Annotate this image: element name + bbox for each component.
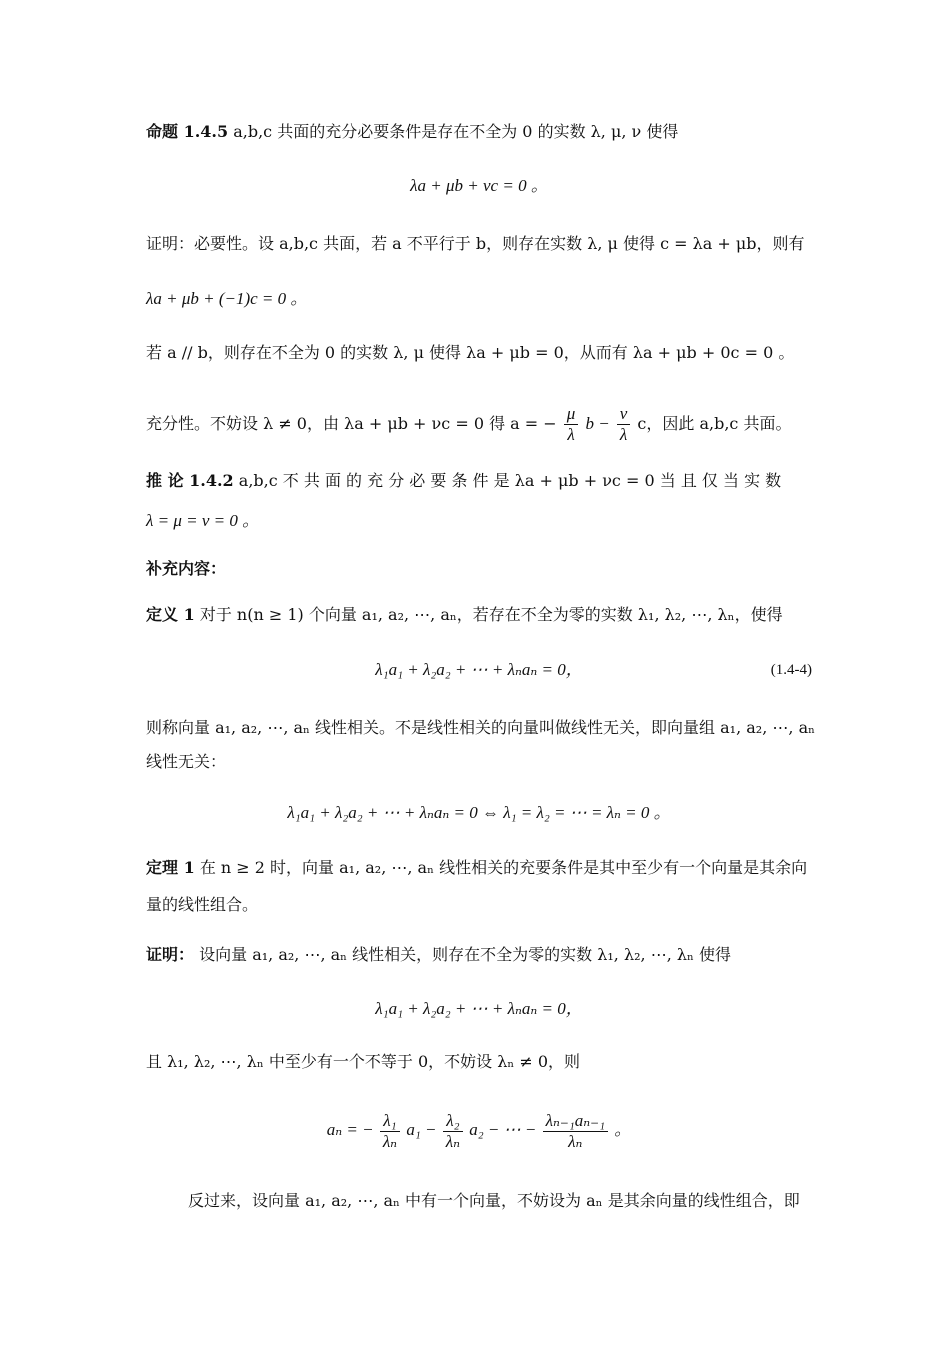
solution-pre: aₙ = −: [326, 1120, 374, 1139]
theorem-proof-solution-equation: [146, 1108, 812, 1152]
solution-term-1: a₁ −: [406, 1120, 437, 1139]
proposition-equation: λa + μb + νc = 0 。: [410, 176, 548, 195]
fraction-mu-lambda: [564, 404, 579, 445]
fraction-denominator: λ: [567, 425, 575, 444]
fraction-lambda2-lambdan: [443, 1111, 463, 1152]
solution-post: 。: [614, 1120, 632, 1139]
theorem-text: 在 n ≥ 2 时，向量 a₁, a₂, ⋯, aₙ 线性相关的充要条件是其中至少有一个向量是其余向: [199, 858, 808, 877]
theorem-proof-converse-line: 反过来，设向量 a₁, a₂, ⋯, aₙ 中有一个向量，不妨设为 aₙ 是其余向量的线性组合，即: [188, 1191, 800, 1210]
solution-term-2: a₂ − ⋯ −: [469, 1120, 537, 1139]
fraction-lambdan1-lambdan: [543, 1111, 608, 1152]
definition-dependence-line: 则称向量 a₁, a₂, ⋯, aₙ 线性相关。不是线性相关的向量叫做线性无关，即向量组 a₁, a₂, ⋯, aₙ: [146, 718, 816, 737]
sufficiency-post: c，因此 a,b,c 共面。: [637, 414, 792, 433]
proof-sufficiency-line: [146, 402, 812, 446]
fraction-numerator: λₙ₋₁aₙ₋₁: [543, 1111, 608, 1132]
proof-necessity-line: 证明：必要性。设 a,b,c 共面，若 a 不平行于 b，则存在实数 λ, μ 使得 c = λa + μb，则有: [146, 234, 805, 253]
fraction-numerator: μ: [564, 404, 579, 425]
fraction-nu-lambda: [617, 404, 631, 445]
definition-equation-text: λ₁a₁ + λ₂a₂ + ⋯ + λₙaₙ = 0，: [375, 660, 583, 679]
theorem-proof-nonzero-line: 且 λ₁, λ₂, ⋯, λₙ 中至少有一个不等于 0，不妨设 λₙ ≠ 0，则: [146, 1052, 581, 1071]
definition-independence-equation: λ₁a₁ + λ₂a₂ + ⋯ + λₙaₙ = 0 ⇔ λ₁ = λ₂ = ⋯ = λₙ = 0 。: [287, 803, 671, 822]
corollary-label: 推 论 1.4.2: [146, 471, 234, 490]
proof-label: 证明：: [146, 945, 195, 964]
supplement-heading: 补充内容：: [146, 559, 227, 578]
corollary-condition: λ = μ = ν = 0 。: [146, 511, 260, 530]
fraction-denominator: λₙ: [568, 1131, 583, 1151]
fraction-denominator: λₙ: [382, 1131, 398, 1151]
definition-text: 对于 n(n ≥ 1) 个向量 a₁, a₂, ⋯, aₙ，若存在不全为零的实数 λ₁, λ₂, ⋯, λₙ，使得: [199, 605, 783, 624]
definition-equation: [146, 659, 812, 681]
fraction-numerator: λ₁: [380, 1111, 400, 1132]
definition-label: 定义 1: [146, 605, 195, 624]
fraction-numerator: λ₂: [443, 1111, 463, 1132]
proposition-label: 命题 1.4.5: [146, 122, 229, 141]
theorem-proof-equation: λ₁a₁ + λ₂a₂ + ⋯ + λₙaₙ = 0，: [375, 999, 583, 1018]
theorem-label: 定理 1: [146, 858, 195, 877]
sufficiency-pre: 充分性。不妨设 λ ≠ 0，由 λa + μb + νc = 0 得 a = −: [146, 414, 557, 433]
proposition-line: [146, 121, 812, 143]
theorem-proof-line: [146, 944, 812, 966]
proof-text: 设向量 a₁, a₂, ⋯, aₙ 线性相关，则存在不全为零的实数 λ₁, λ₂, ⋯, λₙ 使得: [199, 945, 732, 964]
proof-parallel-case: 若 a // b，则存在不全为 0 的实数 λ, μ 使得 λa + μb = 0，从而有 λa + μb + 0c = 0 。: [146, 343, 795, 362]
definition-line: [146, 604, 812, 626]
fraction-numerator: ν: [617, 404, 631, 425]
theorem-line-2: 量的线性组合。: [146, 895, 259, 914]
corollary-text: a,b,c 不 共 面 的 充 分 必 要 条 件 是 λa + μb + νc = 0 当 且 仅 当 实 数: [238, 471, 782, 490]
fraction-lambda1-lambdan: [380, 1111, 400, 1152]
corollary-line: [146, 470, 812, 492]
fraction-denominator: λₙ: [445, 1131, 460, 1151]
sufficiency-mid: b −: [585, 414, 610, 433]
fraction-denominator: λ: [619, 425, 628, 444]
equation-number: (1.4-4): [770, 662, 812, 678]
theorem-line: [146, 857, 812, 879]
definition-independence-label: 线性无关：: [146, 752, 227, 771]
proposition-text: a,b,c 共面的充分必要条件是存在不全为 0 的实数 λ, μ, ν 使得: [233, 122, 679, 141]
proof-equation-1: λa + μb + (−1)c = 0 。: [146, 289, 308, 308]
